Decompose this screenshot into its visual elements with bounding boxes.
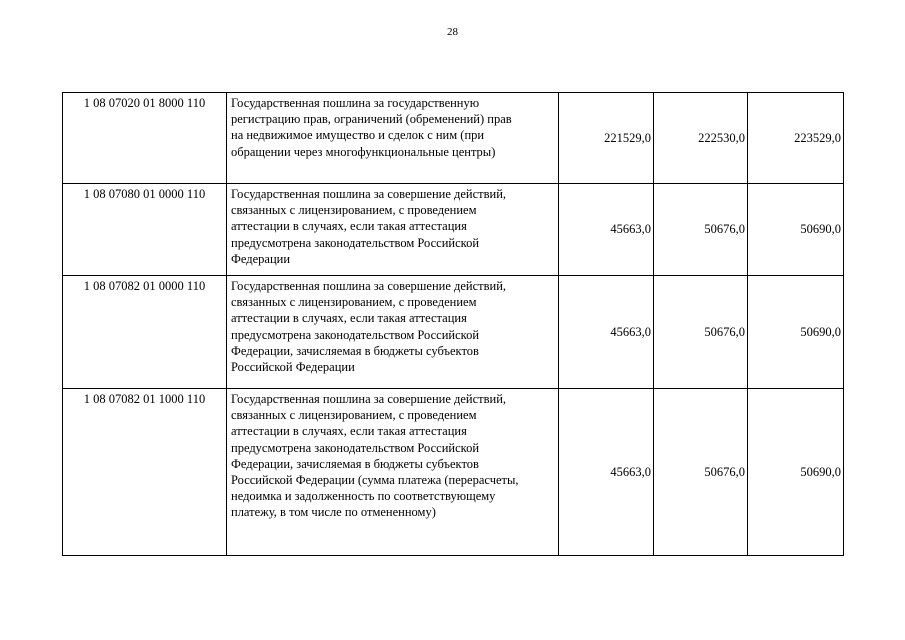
amount-year-1-cell: 45663,0 [559,276,654,389]
description-line: платежу, в том числе по отмененному) [231,505,436,520]
revenue-code-cell: 1 08 07080 01 0000 110 [63,184,227,276]
description-line: Государственная пошлина за совершение действий, [231,392,507,406]
table-row [63,389,844,556]
description-line: аттестации в случаях, если такая аттестация [231,219,467,234]
description-line: Государственная пошлина за совершение действий, [231,187,507,201]
description-line: недоимка и задолженность по соответствующему [231,489,496,504]
revenue-description-cell [227,93,559,184]
description-line: Государственная пошлина за государственную [231,96,480,110]
revenue-code-cell: 1 08 07082 01 1000 110 [63,389,227,556]
description-line: Российской Федерации [231,360,355,375]
description-line: связанных с лицензированием, с проведением [231,203,477,218]
amount-year-3-cell: 223529,0 [748,93,844,184]
description-line: предусмотрена законодательством Российской [231,327,480,342]
amount-year-1-cell: 221529,0 [559,93,654,184]
description-line: Федерации, зачисляемая в бюджеты субъектов [231,456,479,471]
table-row [63,276,844,389]
amount-year-2-cell: 222530,0 [654,93,748,184]
description-line: предусмотрена законодательством Российской [231,235,480,250]
description-line: аттестации в случаях, если такая аттестация [231,311,467,326]
amount-year-3-cell: 50690,0 [748,276,844,389]
revenue-code-cell: 1 08 07020 01 8000 110 [63,93,227,184]
description-line: на недвижимое имущество и сделок с ним (при [231,128,485,143]
amount-year-2-cell: 50676,0 [654,184,748,276]
amount-year-1-cell: 45663,0 [559,389,654,556]
revenue-description-cell [227,184,559,276]
description-line: предусмотрена законодательством Российской [231,440,480,455]
amount-year-1-cell: 45663,0 [559,184,654,276]
description-line: аттестации в случаях, если такая аттестация [231,424,467,439]
description-line: регистрацию прав, ограничений (обременений) прав [231,112,512,127]
amount-year-3-cell: 50690,0 [748,389,844,556]
description-line: Федерации [231,251,291,266]
amount-year-2-cell: 50676,0 [654,389,748,556]
description-line: связанных с лицензированием, с проведением [231,408,477,423]
revenue-description-cell [227,276,559,389]
revenue-code-cell: 1 08 07082 01 0000 110 [63,276,227,389]
page-number: 28 [447,26,458,38]
table-row [63,184,844,276]
description-line: Российской Федерации (сумма платежа (перерасчеты, [231,473,519,488]
budget-revenue-table [62,92,844,556]
description-line: связанных с лицензированием, с проведением [231,295,477,310]
revenue-description-cell [227,389,559,556]
description-line: Государственная пошлина за совершение действий, [231,279,507,293]
description-line: Федерации, зачисляемая в бюджеты субъектов [231,343,479,358]
amount-year-3-cell: 50690,0 [748,184,844,276]
description-line: обращении через многофункциональные центры) [231,144,496,159]
table-row [63,93,844,184]
amount-year-2-cell: 50676,0 [654,276,748,389]
